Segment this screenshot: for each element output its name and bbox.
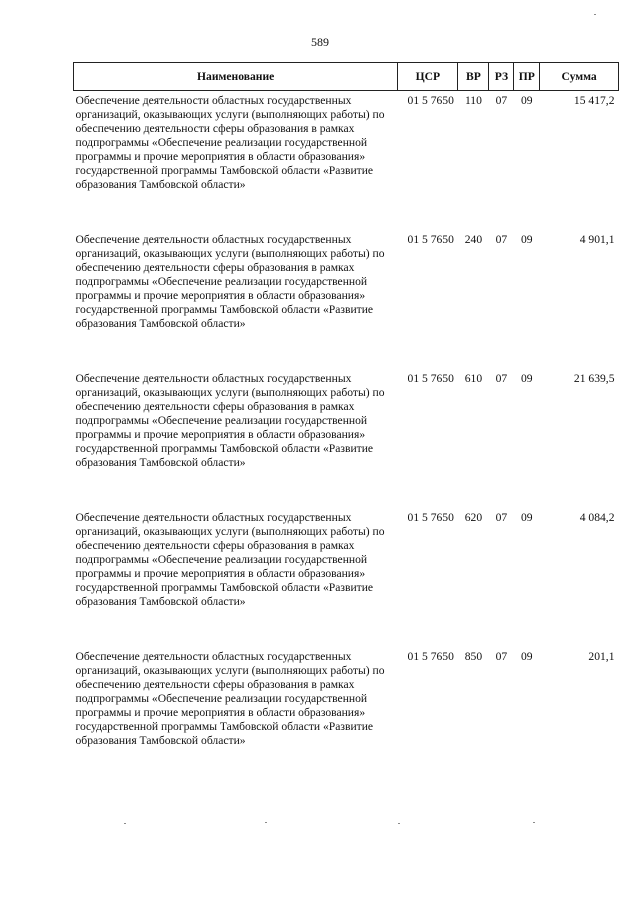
row-csr: 01 5 7650 (407, 233, 454, 246)
header-pr: ПР (514, 63, 540, 91)
row-pr: 09 (520, 233, 533, 246)
row-sum: 21 639,5 (573, 372, 615, 385)
row-sum: 15 417,2 (573, 94, 615, 107)
header-name: Наименование (74, 63, 398, 91)
row-pr: 09 (520, 94, 533, 107)
row-vr: 850 (464, 650, 483, 663)
row-name: Обеспечение деятельности областных государственных организаций, оказывающих услуги (выполняющих работы) по обеспечению деятельности сферы образования в рамках подпрограммы «Обеспечение реализации государственной программы и прочие мероприятия в области образования» государственной программы Тамбовской области «Развитие образования Тамбовской области» (75, 233, 385, 330)
scan-speck (265, 822, 267, 823)
row-name: Обеспечение деятельности областных государственных организаций, оказывающих услуги (выполняющих работы) по обеспечению деятельности сферы образования в рамках подпрограммы «Обеспечение реализации государственной программы и прочие мероприятия в области образования» государственной программы Тамбовской области «Развитие образования Тамбовской области» (75, 511, 385, 608)
scan-speck (398, 823, 400, 824)
row-name: Обеспечение деятельности областных государственных организаций, оказывающих услуги (выполняющих работы) по обеспечению деятельности сферы образования в рамках подпрограммы «Обеспечение реализации государственной программы и прочие мероприятия в области образования» государственной программы Тамбовской области «Развитие образования Тамбовской области» (75, 94, 385, 191)
scan-speck (594, 14, 596, 15)
table-row (74, 369, 619, 508)
row-rz: 07 (495, 233, 508, 246)
row-sum: 201,1 (588, 650, 615, 663)
row-name: Обеспечение деятельности областных государственных организаций, оказывающих услуги (выполняющих работы) по обеспечению деятельности сферы образования в рамках подпрограммы «Обеспечение реализации государственной программы и прочие мероприятия в области образования» государственной программы Тамбовской области «Развитие образования Тамбовской области» (75, 372, 385, 469)
row-pr: 09 (520, 372, 533, 385)
row-sum: 4 901,1 (579, 233, 615, 246)
row-vr: 610 (464, 372, 483, 385)
header-vr: ВР (458, 63, 489, 91)
header-csr: ЦСР (398, 63, 458, 91)
row-vr: 110 (464, 94, 482, 107)
table-row (74, 647, 619, 786)
row-csr: 01 5 7650 (407, 650, 454, 663)
page-number: 589 (311, 35, 329, 49)
row-rz: 07 (495, 94, 508, 107)
row-rz: 07 (495, 511, 508, 524)
table-body (74, 91, 619, 787)
row-sum: 4 084,2 (579, 511, 615, 524)
table-row (74, 230, 619, 369)
row-pr: 09 (520, 511, 533, 524)
row-name: Обеспечение деятельности областных государственных организаций, оказывающих услуги (выполняющих работы) по обеспечению деятельности сферы образования в рамках подпрограммы «Обеспечение реализации государственной программы и прочие мероприятия в области образования» государственной программы Тамбовской области «Развитие образования Тамбовской области» (75, 650, 385, 747)
row-name-cell (74, 230, 398, 369)
row-name-cell (74, 369, 398, 508)
table-row (74, 508, 619, 647)
row-csr: 01 5 7650 (407, 511, 454, 524)
row-name-cell (74, 508, 398, 647)
row-name-cell (74, 647, 398, 786)
table-header (74, 63, 619, 91)
row-vr: 240 (464, 233, 483, 246)
row-vr: 620 (464, 511, 483, 524)
table-row (74, 91, 619, 231)
header-sum: Сумма (540, 63, 619, 91)
row-pr: 09 (520, 650, 533, 663)
row-rz: 07 (495, 650, 508, 663)
header-row (74, 63, 619, 91)
row-rz: 07 (495, 372, 508, 385)
row-csr: 01 5 7650 (407, 94, 454, 107)
scan-speck (124, 823, 126, 824)
scan-speck (533, 822, 535, 823)
row-name-cell (74, 91, 398, 231)
budget-table (73, 62, 619, 786)
header-rz: РЗ (489, 63, 514, 91)
row-csr: 01 5 7650 (407, 372, 454, 385)
